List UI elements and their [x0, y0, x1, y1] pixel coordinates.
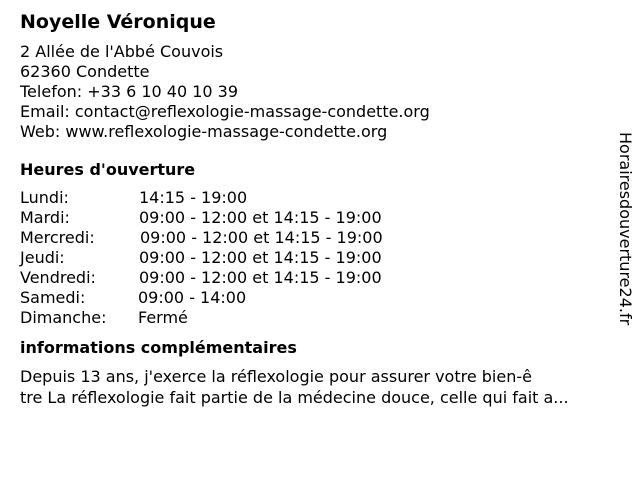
- opening-hours-table: [20, 188, 600, 328]
- site-watermark: Horairesdouverture24.fr: [616, 132, 635, 326]
- time-value: 09:00 - 12:00 et 14:15 - 19:00: [139, 248, 382, 267]
- day-label: Mardi:: [20, 208, 70, 227]
- time-value: Fermé: [138, 308, 188, 327]
- hours-row-tuesday: [20, 208, 600, 228]
- phone-line: Telefon: +33 6 10 40 10 39: [20, 82, 239, 101]
- contact-block: [20, 42, 600, 142]
- hours-row-sunday: [20, 308, 600, 328]
- info-heading: informations complémentaires: [20, 338, 297, 357]
- day-label: Mercredi:: [20, 228, 95, 247]
- time-value: 09:00 - 14:00: [138, 288, 247, 307]
- business-name: Noyelle Véronique: [20, 11, 216, 33]
- hours-row-thursday: [20, 248, 600, 268]
- hours-row-monday: [20, 188, 600, 208]
- hours-row-friday: [20, 268, 600, 288]
- day-label: Vendredi:: [20, 268, 96, 287]
- hours-row-saturday: [20, 288, 600, 308]
- day-label: Samedi:: [20, 288, 86, 307]
- time-value: 09:00 - 12:00 et 14:15 - 19:00: [139, 208, 382, 227]
- time-value: 09:00 - 12:00 et 14:15 - 19:00: [139, 268, 382, 287]
- day-label: Jeudi:: [20, 248, 65, 267]
- street-address: 2 Allée de l'Abbé Couvois: [20, 42, 224, 61]
- day-label: Lundi:: [20, 188, 69, 207]
- email-line: Email: contact@reflexologie-massage-condette.org: [20, 102, 430, 121]
- time-value: 14:15 - 19:00: [139, 188, 248, 207]
- hours-heading: Heures d'ouverture: [20, 160, 196, 179]
- business-card: [20, 9, 600, 408]
- time-value: 09:00 - 12:00 et 14:15 - 19:00: [140, 228, 383, 247]
- web-line: Web: www.reflexologie-massage-condette.org: [20, 122, 388, 141]
- hours-row-wednesday: [20, 228, 600, 248]
- info-description: Depuis 13 ans, j'exerce la réflexologie pour assurer votre bien-ê tre La réflexologie fait partie de la médecine douce, celle qui fait a...: [20, 367, 569, 407]
- day-label: Dimanche:: [20, 308, 107, 327]
- postal-city: 62360 Condette: [20, 62, 150, 81]
